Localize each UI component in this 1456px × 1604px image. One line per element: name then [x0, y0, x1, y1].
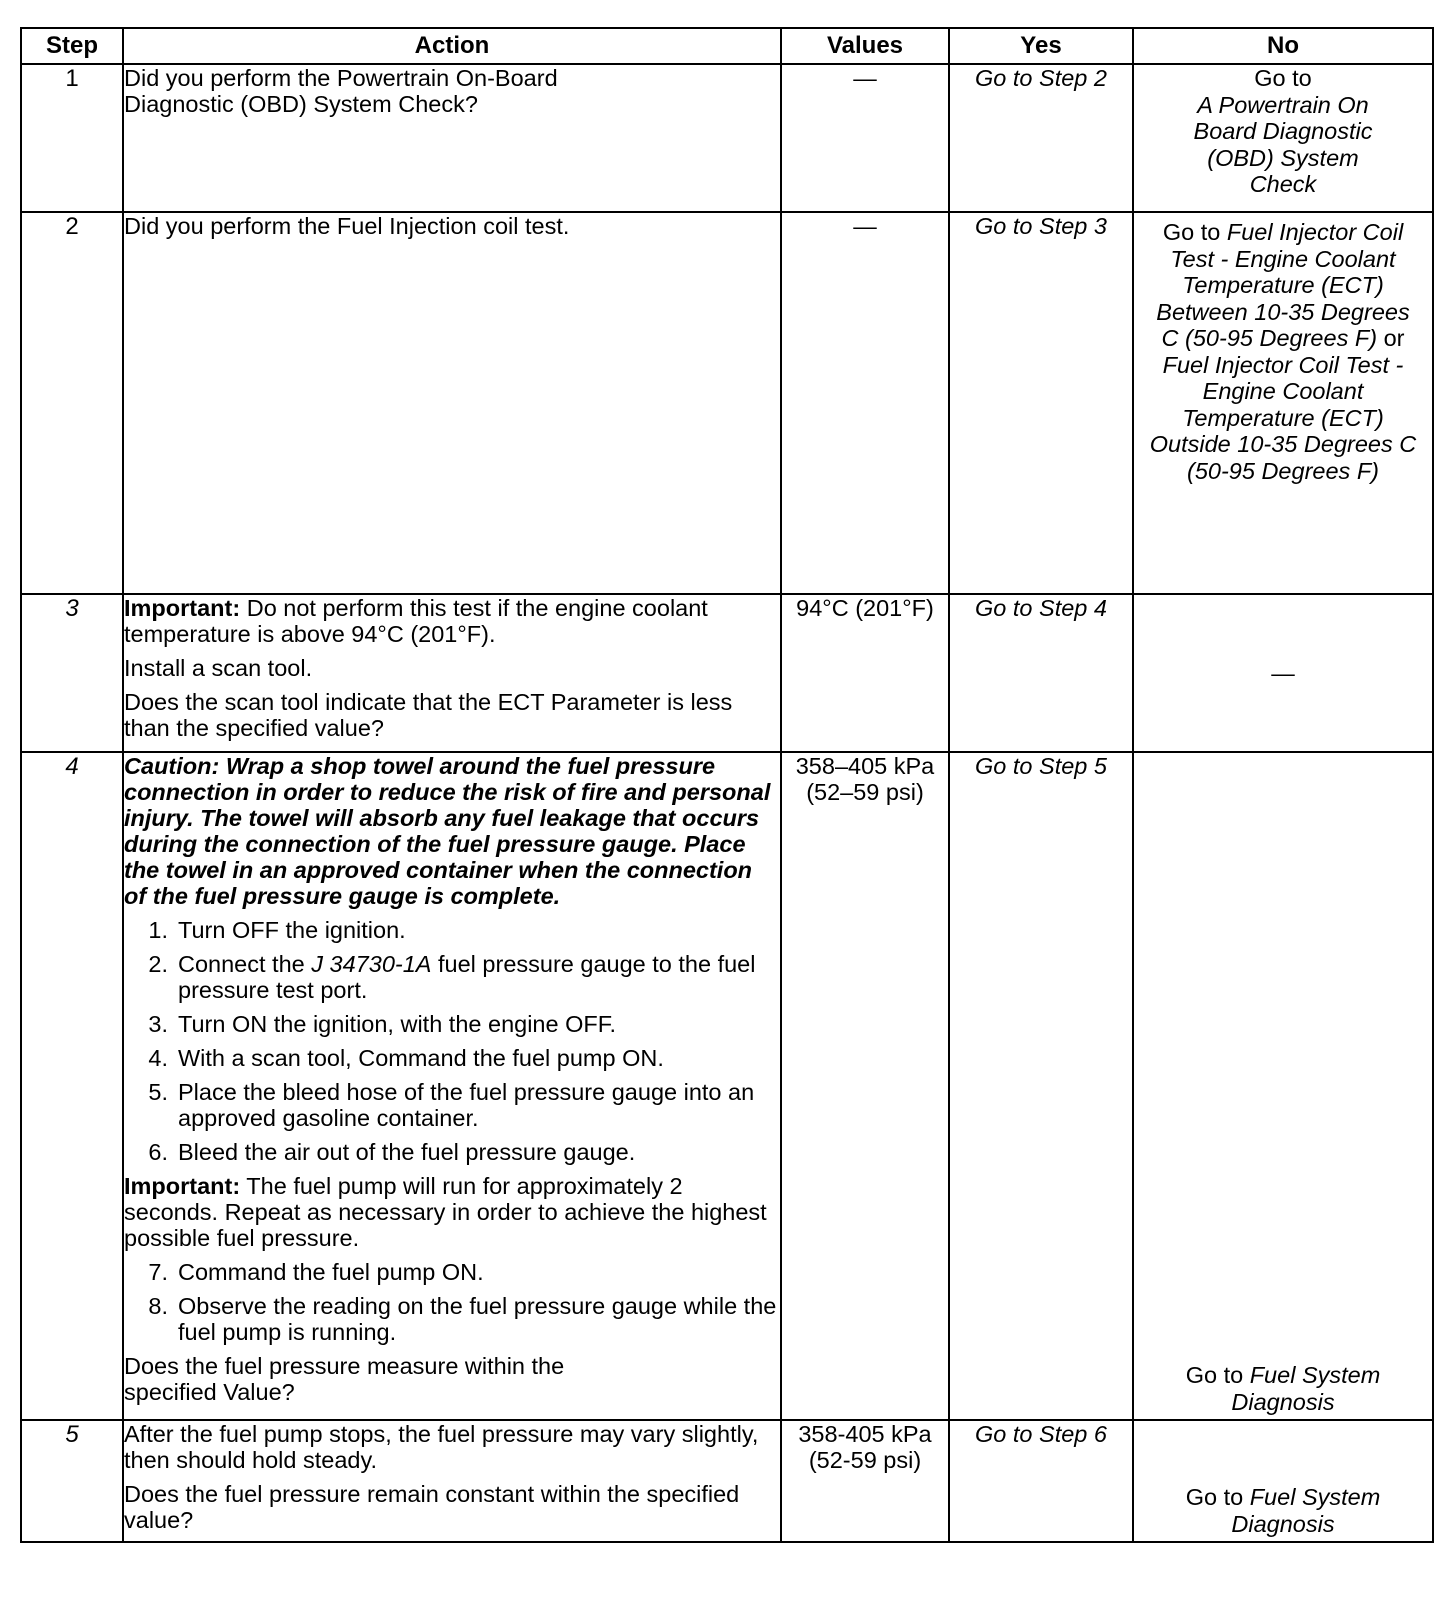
values-line-2: (52–59 psi)	[806, 779, 924, 805]
values-line-1: 358–405 kPa	[795, 753, 935, 779]
yes-cell: Go to Step 3	[949, 212, 1133, 594]
action-question: Did you perform the Powertrain On-Board Diagnostic (OBD) System Check?	[124, 65, 558, 117]
action-question: Does the fuel pressure measure within the specified Value?	[124, 1353, 565, 1405]
table-row-step-1	[21, 64, 1433, 212]
yes-cell: Go to Step 4	[949, 594, 1133, 752]
no-prefix: Go to	[1185, 1484, 1244, 1510]
no-link-2: Fuel Injector Coil Test - Engine Coolant Temperature (ECT) Outside 10-35 Degrees C (50-95 Degrees F)	[1149, 351, 1417, 484]
no-prefix: Go to	[1162, 219, 1221, 245]
values-cell: —	[781, 212, 949, 594]
action-cell	[123, 594, 781, 752]
list-item: 5. Place the bleed hose of the fuel pressure gauge into an approved gasoline container.	[148, 1079, 755, 1131]
yes-cell: Go to Step 6	[949, 1420, 1133, 1542]
yes-cell: Go to Step 5	[949, 752, 1133, 1420]
no-link-1: Fuel Injector Coil Test - Engine Coolant Temperature (ECT) Between 10-35 Degrees C (50-95 Degrees F)	[1156, 219, 1410, 351]
values-cell: —	[781, 64, 949, 212]
action-caution: Caution: Wrap a shop towel around the fuel pressure connection in order to reduce the risk of fire and personal injury. The towel will absorb any fuel leakage that occurs during the connection of the fuel pressure gauge. Place the towel in an approved container when the connection of the fuel pressure gauge is complete.	[124, 753, 771, 909]
action-question: Does the fuel pressure remain constant within the specified value?	[124, 1481, 740, 1533]
important-text: Do not perform this test if the engine coolant temperature is above 94°C (201°F).	[124, 595, 708, 647]
header-row	[21, 28, 1433, 64]
step-number: 1	[21, 64, 123, 212]
no-cell	[1133, 212, 1433, 594]
diagnostic-table	[20, 27, 1434, 1543]
values-line-2: (52-59 psi)	[808, 1447, 922, 1473]
no-cell	[1133, 64, 1433, 212]
list-item: 1. Turn OFF the ignition.	[148, 917, 406, 943]
action-important	[124, 595, 780, 647]
list-item: 7. Command the fuel pump ON.	[148, 1259, 484, 1285]
table-row-step-3	[21, 594, 1433, 752]
header-action: Action	[123, 28, 781, 64]
no-prefix: Go to	[1185, 1362, 1244, 1388]
no-cell: —	[1133, 594, 1433, 752]
header-yes: Yes	[949, 28, 1133, 64]
no-cell	[1133, 752, 1433, 1420]
no-link: Fuel System Diagnosis	[1231, 1484, 1381, 1537]
action-important	[124, 1173, 780, 1251]
action-question: Does the scan tool indicate that the ECT Parameter is less than the specified value?	[124, 689, 733, 741]
values-cell	[781, 752, 949, 1420]
no-prefix: Go to	[1254, 65, 1312, 91]
list-item: 6. Bleed the air out of the fuel pressure gauge.	[148, 1139, 636, 1165]
table-row-step-5	[21, 1420, 1433, 1542]
step-number: 4	[21, 752, 123, 1420]
yes-cell: Go to Step 2	[949, 64, 1133, 212]
header-step: Step	[21, 28, 123, 64]
action-cell	[123, 1420, 781, 1542]
no-connector: or	[1383, 325, 1405, 351]
values-cell	[781, 1420, 949, 1542]
no-link: A Powertrain On Board Diagnostic (OBD) System Check	[1193, 91, 1373, 197]
list-item: 4. With a scan tool, Command the fuel pump ON.	[148, 1045, 664, 1071]
list-item: 8. Observe the reading on the fuel pressure gauge while the fuel pump is running.	[148, 1293, 777, 1345]
action-cell	[123, 752, 781, 1420]
values-line-1: 358-405 kPa	[798, 1421, 932, 1447]
no-link: Fuel System Diagnosis	[1231, 1362, 1381, 1415]
important-text: The fuel pump will run for approximately 2 seconds. Repeat as necessary in order to achieve the highest possible fuel pressure.	[124, 1173, 767, 1251]
no-cell	[1133, 1420, 1433, 1542]
procedure-list-a	[124, 917, 780, 1165]
step-number: 2	[21, 212, 123, 594]
procedure-list-b	[124, 1259, 780, 1345]
table-row-step-4	[21, 752, 1433, 1420]
step-number: 5	[21, 1420, 123, 1542]
list-item: 2. Connect the J 34730-1A fuel pressure gauge to the fuel pressure test port.	[148, 951, 756, 1003]
important-label: Important:	[124, 595, 241, 621]
action-cell	[123, 212, 781, 594]
list-item: 3. Turn ON the ignition, with the engine OFF.	[148, 1011, 617, 1037]
action-instruction: Install a scan tool.	[124, 655, 313, 681]
table-row-step-2	[21, 212, 1433, 594]
tool-name: J 34730-1A	[311, 951, 432, 977]
action-question: Did you perform the Fuel Injection coil test.	[124, 213, 570, 239]
action-statement: After the fuel pump stops, the fuel pressure may vary slightly, then should hold steady.	[124, 1421, 759, 1473]
action-cell	[123, 64, 781, 212]
important-label: Important:	[124, 1173, 241, 1199]
header-no: No	[1133, 28, 1433, 64]
step-number: 3	[21, 594, 123, 752]
header-values: Values	[781, 28, 949, 64]
values-cell: 94°C (201°F)	[781, 594, 949, 752]
